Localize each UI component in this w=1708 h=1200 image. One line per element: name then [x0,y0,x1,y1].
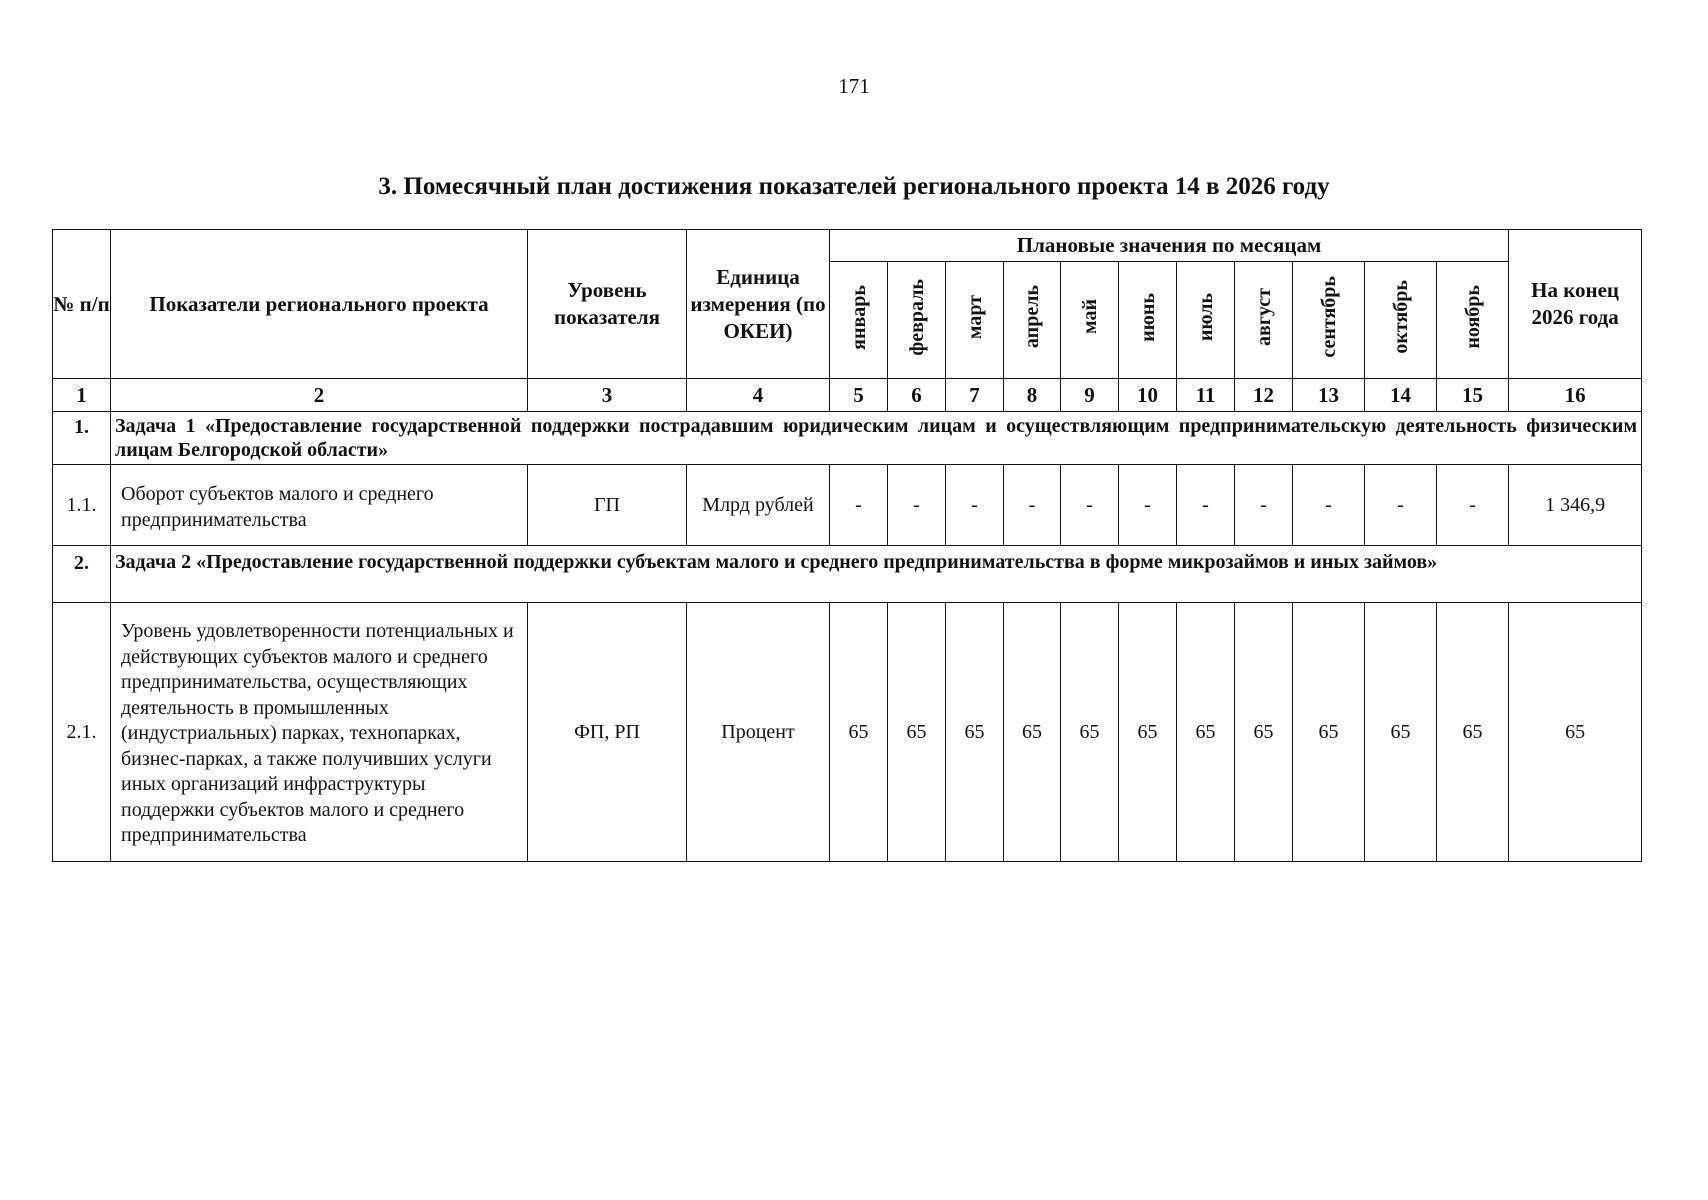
header-month-jun: июнь [1119,262,1177,379]
month-value: - [946,465,1004,546]
header-month-apr: апрель [1004,262,1061,379]
column-number: 8 [1004,379,1061,412]
row-number: 2.1. [53,603,111,862]
month-value: 65 [1119,603,1177,862]
indicator-level: ГП [528,465,687,546]
month-value: 65 [1004,603,1061,862]
indicator-name: Уровень удовлетворенности потенциальных и действующих субъектов малого и среднего предпринимательства, осуществляющих деятельность в промышленных (индустриальных) парках, технопарках, бизнес-парках, а также получивших услуги иных организаций инфраструктуры поддержки субъектов малого и среднего предпринимательства [111,603,528,862]
column-number: 3 [528,379,687,412]
month-value: - [1293,465,1365,546]
month-value: - [1235,465,1293,546]
header-month-jul: июль [1177,262,1235,379]
column-number: 14 [1365,379,1437,412]
header-month-nov: ноябрь [1437,262,1509,379]
month-value: - [830,465,888,546]
column-number: 16 [1509,379,1642,412]
month-value: 65 [1437,603,1509,862]
month-value: 65 [946,603,1004,862]
indicator-level: ФП, РП [528,603,687,862]
header-month-aug: август [1235,262,1293,379]
indicator-unit: Млрд рублей [687,465,830,546]
month-value: 65 [830,603,888,862]
header-month-oct: октябрь [1365,262,1437,379]
header-level: Уровень показателя [528,230,687,379]
month-value: - [1437,465,1509,546]
column-number: 13 [1293,379,1365,412]
header-indicator: Показатели регионального проекта [111,230,528,379]
column-number: 12 [1235,379,1293,412]
header-unit: Единица измерения (по ОКЕИ) [687,230,830,379]
row-number: 1.1. [53,465,111,546]
column-number: 7 [946,379,1004,412]
month-value: - [1061,465,1119,546]
column-number: 11 [1177,379,1235,412]
month-value: - [1365,465,1437,546]
month-value: 65 [1177,603,1235,862]
header-month-jan: январь [830,262,888,379]
header-year-end: На конец 2026 года [1509,230,1642,379]
column-number: 10 [1119,379,1177,412]
indicator-unit: Процент [687,603,830,862]
task-1-number: 1. [53,412,111,465]
header-monthly-group: Плановые значения по месяцам [830,230,1509,262]
month-value: 65 [1061,603,1119,862]
column-number: 15 [1437,379,1509,412]
column-number: 1 [53,379,111,412]
year-end-value: 1 346,9 [1509,465,1642,546]
header-num: № п/п [53,230,111,379]
column-number: 9 [1061,379,1119,412]
header-month-feb: февраль [888,262,946,379]
month-value: 65 [1365,603,1437,862]
task-2-number: 2. [53,546,111,603]
month-value: - [1119,465,1177,546]
month-value: 65 [1293,603,1365,862]
monthly-plan-table [52,229,1642,862]
task-1-text: Задача 1 «Предоставление государственной поддержки пострадавшим юридическим лицам и осуществляющим предпринимательскую деятельность физическим лицам Белгородской области» [111,412,1642,465]
document-title: 3. Помесячный план достижения показателей регионального проекта 14 в 2026 году [378,173,1330,200]
header-month-may: май [1061,262,1119,379]
column-number: 5 [830,379,888,412]
month-value: 65 [888,603,946,862]
page-number: 171 [838,74,870,98]
task-2-text: Задача 2 «Предоставление государственной поддержки субъектам малого и среднего предпринимательства в форме микрозаймов и иных займов» [111,546,1642,603]
indicator-row-1-1 [53,465,1642,546]
month-value: - [1177,465,1235,546]
task-row-1 [53,412,1642,465]
column-number: 4 [687,379,830,412]
indicator-row-2-1 [53,603,1642,862]
column-number-row [53,379,1642,412]
task-row-2 [53,546,1642,603]
year-end-value: 65 [1509,603,1642,862]
header-month-sep: сентябрь [1293,262,1365,379]
month-value: - [1004,465,1061,546]
month-value: - [888,465,946,546]
column-number: 2 [111,379,528,412]
indicator-name: Оборот субъектов малого и среднего предпринимательства [111,465,528,546]
month-value: 65 [1235,603,1293,862]
header-month-mar: март [946,262,1004,379]
column-number: 6 [888,379,946,412]
